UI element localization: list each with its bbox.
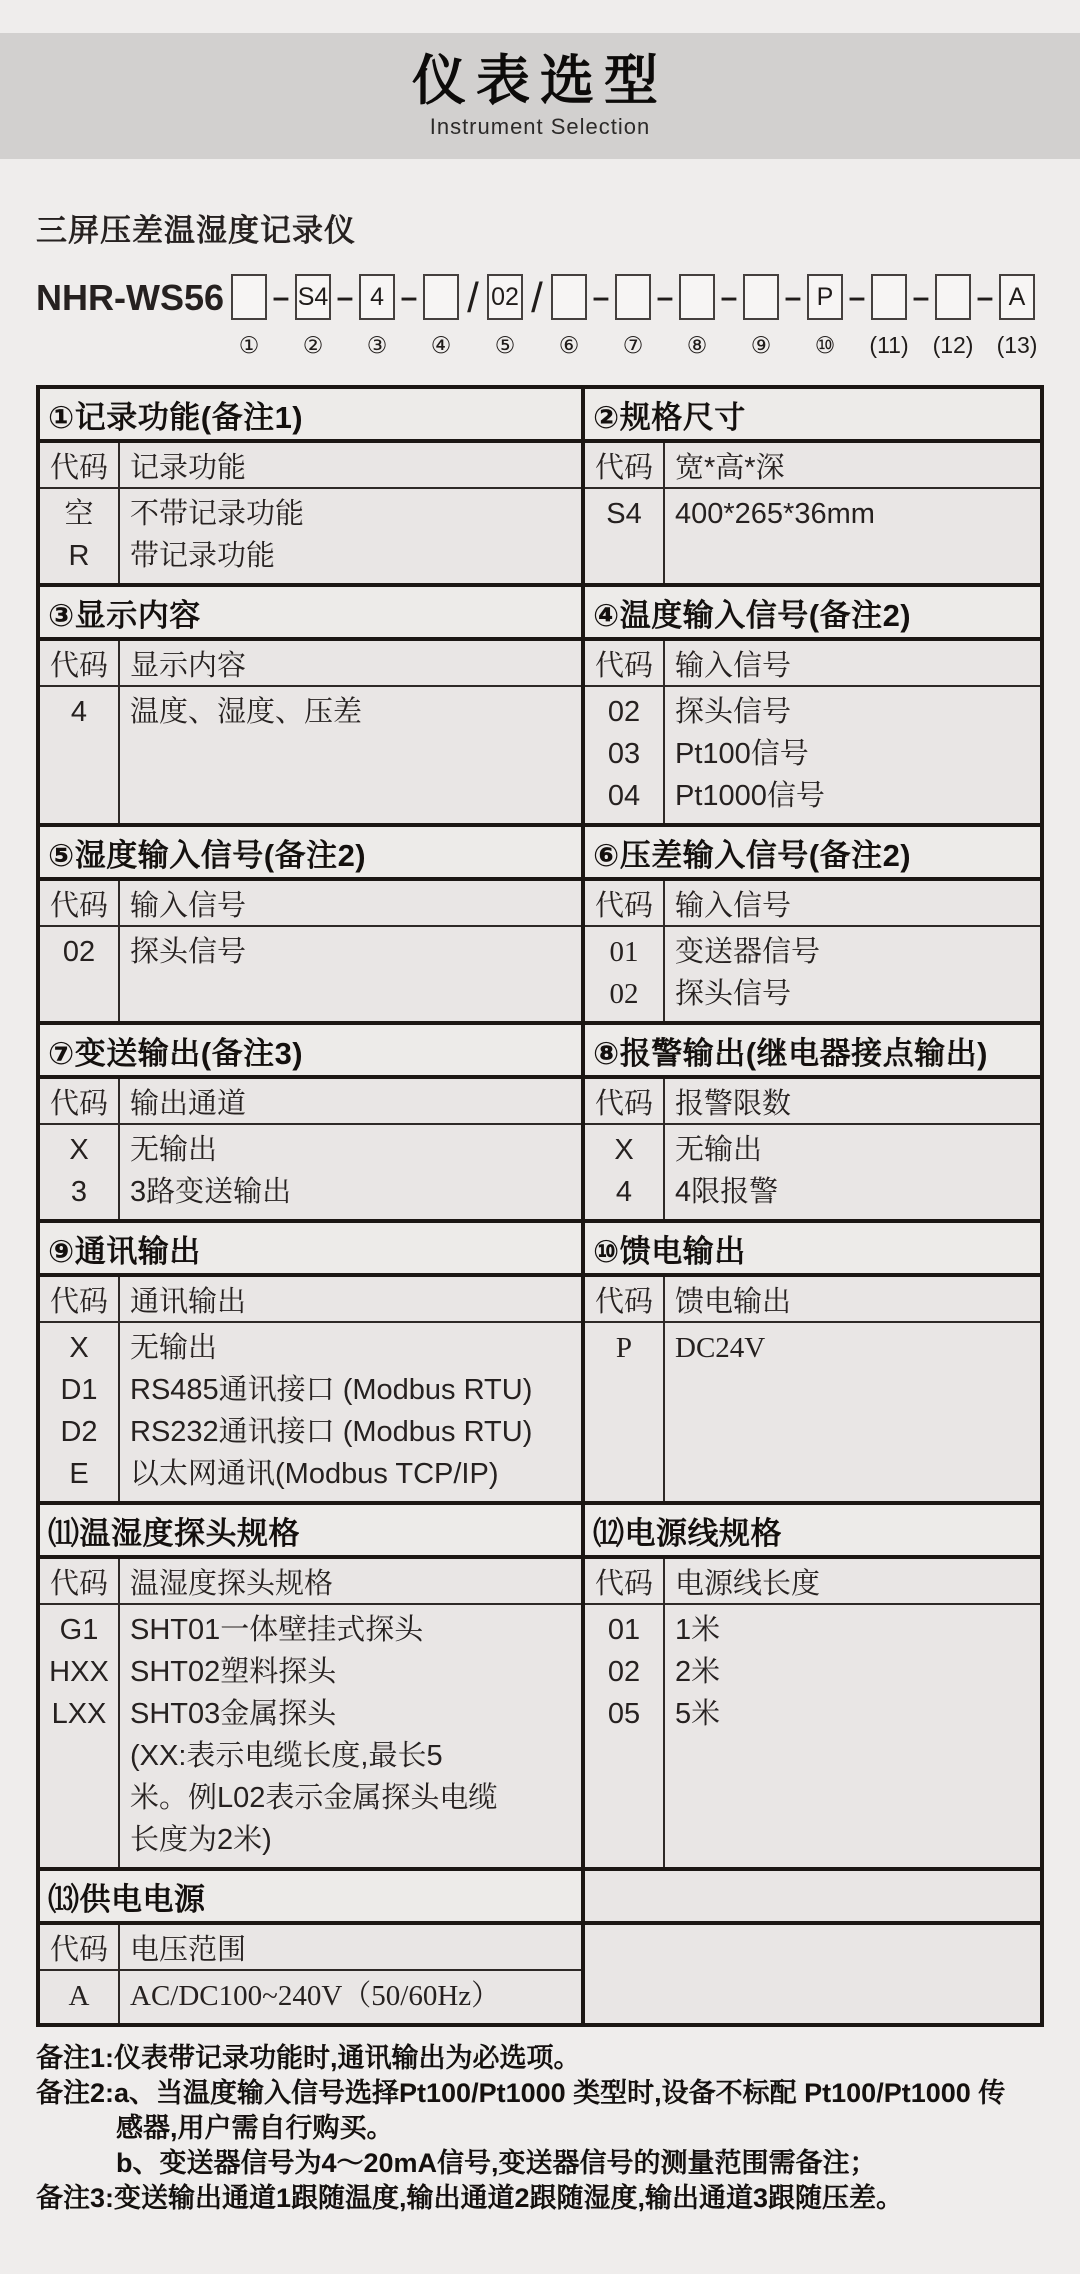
column-header-desc: 输入信号 (675, 649, 792, 682)
model-slot-6 (548, 274, 590, 359)
model-code-box-12 (935, 274, 971, 320)
section-title: ⑤湿度输入信号(备注2) (40, 827, 581, 881)
page-banner (0, 33, 1080, 159)
option-desc: SHT02塑料探头 (130, 1656, 337, 1688)
model-position-number: (12) (932, 332, 974, 358)
option-code: 01 (607, 1614, 641, 1646)
model-separator: – (976, 281, 994, 314)
option-code: 02 (607, 696, 641, 728)
column-header-code: 代码 (40, 881, 120, 925)
section-left-4 (40, 1025, 585, 1219)
model-separator: – (848, 281, 866, 314)
section-body (40, 687, 581, 823)
model-position-number: ⑩ (814, 332, 836, 358)
section-pair-3 (40, 827, 1040, 1025)
model-slot-13 (996, 274, 1038, 359)
footnote-line: 备注2:a、当温度输入信号选择Pt100/Pt1000 类型时,设备不标配 Pt100/Pt1000 传 (36, 2078, 1006, 2108)
code-column (585, 927, 665, 1021)
desc-column (120, 691, 581, 817)
desc-column (665, 493, 1040, 577)
column-header-desc: 输入信号 (675, 889, 792, 922)
option-code: 02 (607, 1656, 641, 1688)
model-code-box-11 (871, 274, 907, 320)
section-pair-6 (40, 1505, 1040, 1871)
option-code: 空 (64, 498, 94, 530)
footnote-line: 备注1:仪表带记录功能时,通讯输出为必选项。 (36, 2043, 581, 2073)
option-code: 03 (607, 738, 641, 770)
model-separator: – (272, 281, 290, 314)
column-header-code: 代码 (585, 1559, 665, 1603)
model-slot-1 (228, 274, 270, 359)
option-code: 4 (70, 696, 88, 728)
section-header-row (585, 1277, 1040, 1323)
option-desc: 长度为2米) (130, 1824, 272, 1856)
option-desc: SHT01一体壁挂式探头 (130, 1614, 424, 1646)
model-code-box-4 (423, 274, 459, 320)
desc-column (665, 691, 1040, 817)
option-desc: RS485通讯接口 (Modbus RTU) (130, 1374, 533, 1406)
option-desc: Pt1000信号 (675, 780, 825, 812)
option-desc: 4限报警 (675, 1176, 779, 1208)
model-position-number: ⑥ (558, 332, 580, 358)
section-pair-2 (40, 587, 1040, 827)
section-right-6 (585, 1505, 1040, 1867)
model-position-number: ③ (366, 332, 388, 358)
section-right-7 (585, 1871, 1040, 2023)
model-prefix: NHR-WS56 (36, 277, 225, 318)
section-body (40, 489, 581, 583)
section-title: ③显示内容 (40, 587, 581, 641)
section-title: ②规格尺寸 (585, 389, 1040, 443)
model-position-number: ⑨ (750, 332, 772, 358)
section-title: ⑥压差输入信号(备注2) (585, 827, 1040, 881)
section-right-3 (585, 827, 1040, 1021)
desc-column (665, 1129, 1040, 1213)
model-separator: – (336, 281, 354, 314)
model-separator: / (531, 274, 543, 321)
model-position-number: (13) (996, 332, 1038, 358)
section-body-empty (585, 1925, 1040, 2023)
option-desc: (XX:表示电缆长度,最长5 (130, 1740, 443, 1772)
option-desc: 无输出 (130, 1134, 218, 1166)
model-code-box-8 (679, 274, 715, 320)
column-header-desc: 输出通道 (130, 1087, 247, 1120)
code-column (40, 687, 120, 823)
section-right-1 (585, 389, 1040, 583)
section-header-row (40, 881, 581, 927)
option-desc: 无输出 (675, 1134, 763, 1166)
option-code: X (69, 1332, 89, 1364)
option-desc: DC24V (675, 1332, 766, 1364)
model-position-number: ⑤ (494, 332, 516, 358)
footnote-line: 感器,用户需自行购买。 (116, 2113, 394, 2143)
option-desc: 400*265*36mm (675, 498, 875, 530)
model-code-box-13: A (999, 274, 1035, 320)
option-desc: 温度、湿度、压差 (130, 696, 363, 728)
model-slot-11 (868, 274, 910, 359)
section-title: ⑧报警输出(继电器接点输出) (585, 1025, 1040, 1079)
banner-subtitle: Instrument Selection (429, 113, 651, 139)
option-code: HXX (49, 1656, 109, 1688)
section-header-row (40, 443, 581, 489)
option-desc: 5米 (675, 1698, 721, 1730)
option-code: X (69, 1134, 89, 1166)
model-separator: – (656, 281, 674, 314)
column-header-desc: 温湿度探头规格 (130, 1567, 334, 1600)
desc-column (665, 931, 1040, 1015)
section-body (585, 1323, 1040, 1501)
option-desc: 以太网通讯(Modbus TCP/IP) (130, 1458, 499, 1490)
desc-column (665, 1609, 1040, 1861)
section-title: ⑦变送输出(备注3) (40, 1025, 581, 1079)
column-header-desc: 显示内容 (130, 649, 247, 682)
option-desc: 不带记录功能 (130, 498, 305, 530)
section-body (585, 1125, 1040, 1219)
section-pair-1 (40, 389, 1040, 587)
desc-column (120, 931, 581, 1015)
code-column (40, 1605, 120, 1867)
code-column (585, 687, 665, 823)
column-header-code: 代码 (40, 1277, 120, 1321)
option-desc: Pt100信号 (675, 738, 809, 770)
column-header-code: 代码 (585, 443, 665, 487)
section-left-3 (40, 827, 585, 1021)
model-separator: – (720, 281, 738, 314)
model-slot-2 (292, 274, 334, 359)
footnote-line: 备注3:变送输出通道1跟随温度,输出通道2跟随湿度,输出通道3跟随压差。 (36, 2183, 904, 2213)
section-header-row (585, 1079, 1040, 1125)
model-separator: – (912, 281, 930, 314)
section-header-row (40, 1925, 581, 1971)
option-code (40, 1819, 118, 1861)
desc-column (120, 1327, 581, 1495)
option-desc: 探头信号 (675, 978, 792, 1010)
section-body (40, 927, 581, 1021)
code-column (585, 1605, 665, 1867)
section-right-5 (585, 1223, 1040, 1501)
option-code: G1 (59, 1614, 99, 1646)
column-header-code: 代码 (40, 1079, 120, 1123)
section-body (40, 1323, 581, 1501)
option-code: 02 (62, 936, 96, 968)
model-code-box-3: 4 (359, 274, 395, 320)
option-code: S4 (606, 498, 642, 530)
option-code: 04 (607, 780, 641, 812)
column-header-desc: 馈电输出 (675, 1285, 792, 1318)
section-left-7 (40, 1871, 585, 2023)
column-header-code: 代码 (585, 641, 665, 685)
code-column (40, 1971, 120, 2023)
section-body (585, 927, 1040, 1021)
column-header-desc: 电压范围 (130, 1933, 247, 1966)
option-code: A (68, 1980, 90, 2012)
model-position-number: ④ (430, 332, 452, 358)
model-position-number: ① (238, 332, 260, 358)
option-code: 3 (70, 1176, 88, 1208)
section-left-2 (40, 587, 585, 823)
model-separator: – (784, 281, 802, 314)
section-body (585, 1605, 1040, 1867)
option-code: X (614, 1134, 634, 1166)
column-header-code: 代码 (585, 1079, 665, 1123)
model-slots (228, 274, 1038, 359)
option-code (40, 1735, 118, 1777)
model-code-line (36, 274, 1044, 359)
section-header-row (40, 1277, 581, 1323)
section-title: ⑨通讯输出 (40, 1223, 581, 1277)
desc-column (120, 1609, 581, 1861)
option-code: 02 (609, 978, 639, 1010)
column-header-code: 代码 (40, 1925, 120, 1969)
section-title: ④温度输入信号(备注2) (585, 587, 1040, 641)
option-code: LXX (51, 1698, 107, 1730)
footnote-line: b、变送器信号为4～20mA信号,变送器信号的测量范围需备注； (116, 2148, 877, 2178)
section-title: ⑩馈电输出 (585, 1223, 1040, 1277)
section-header-row (585, 443, 1040, 489)
option-code: 01 (609, 936, 639, 968)
section-header-row (40, 641, 581, 687)
column-header-code: 代码 (40, 443, 120, 487)
option-code: 05 (607, 1698, 641, 1730)
option-desc: RS232通讯接口 (Modbus RTU) (130, 1416, 533, 1448)
option-desc: AC/DC100~240V（50/60Hz） (130, 1980, 501, 2012)
selection-table (36, 385, 1044, 2027)
option-desc: 无输出 (130, 1332, 218, 1364)
model-position-number: ② (302, 332, 324, 358)
section-header-row (585, 641, 1040, 687)
section-body (40, 1971, 581, 2023)
section-right-2 (585, 587, 1040, 823)
model-separator: – (400, 281, 418, 314)
section-header-row (40, 1559, 581, 1605)
code-column (40, 489, 120, 583)
column-header-code: 代码 (585, 881, 665, 925)
section-right-4 (585, 1025, 1040, 1219)
section-body (585, 489, 1040, 583)
option-code: D2 (60, 1416, 98, 1448)
page-content (0, 205, 1080, 2216)
section-header-row (585, 881, 1040, 927)
option-desc: 变送器信号 (675, 936, 821, 968)
section-pair-4 (40, 1025, 1040, 1223)
model-code-box-9 (743, 274, 779, 320)
section-title-empty (585, 1871, 1040, 1925)
model-position-number: (11) (869, 332, 909, 358)
model-slot-8 (676, 274, 718, 359)
code-column (40, 1323, 120, 1501)
column-header-desc: 电源线长度 (675, 1567, 821, 1600)
option-desc: SHT03金属探头 (130, 1698, 337, 1730)
code-column (40, 927, 120, 1021)
code-column (585, 1323, 665, 1501)
footnotes (36, 2041, 1044, 2216)
model-slot-12 (932, 274, 974, 359)
section-left-6 (40, 1505, 585, 1867)
section-body (40, 1125, 581, 1219)
column-header-desc: 记录功能 (130, 451, 247, 484)
model-slot-3 (356, 274, 398, 359)
model-slot-5 (484, 274, 526, 359)
option-desc: 2米 (675, 1656, 721, 1688)
model-position-number: ⑧ (686, 332, 708, 358)
desc-column (120, 493, 581, 577)
option-desc: 带记录功能 (130, 540, 276, 572)
option-code: E (69, 1458, 89, 1490)
model-code-box-6 (551, 274, 587, 320)
model-slot-7 (612, 274, 654, 359)
section-body (585, 687, 1040, 823)
desc-column (120, 1129, 581, 1213)
model-position-number: ⑦ (622, 332, 644, 358)
option-desc: 探头信号 (675, 696, 792, 728)
column-header-desc: 输入信号 (130, 889, 247, 922)
banner-title: 仪表选型 (412, 51, 668, 112)
column-header-code: 代码 (585, 1277, 665, 1321)
option-code: R (68, 540, 90, 572)
model-code-box-7 (615, 274, 651, 320)
section-left-1 (40, 389, 585, 583)
option-code: 4 (615, 1176, 633, 1208)
code-column (40, 1125, 120, 1219)
model-separator: – (592, 281, 610, 314)
model-separator: / (467, 274, 479, 321)
column-header-desc: 报警限数 (675, 1087, 792, 1120)
model-code-box-2: S4 (295, 274, 331, 320)
section-title: ⒀供电电源 (40, 1871, 581, 1925)
column-header-desc: 通讯输出 (130, 1285, 247, 1318)
option-desc: 1米 (675, 1614, 721, 1646)
option-code (40, 1777, 118, 1819)
section-left-5 (40, 1223, 585, 1501)
option-code: D1 (60, 1374, 98, 1406)
option-desc: 3路变送输出 (130, 1176, 292, 1208)
option-desc: 米。例L02表示金属探头电缆 (130, 1782, 498, 1814)
section-title: ①记录功能(备注1) (40, 389, 581, 443)
model-slot-10 (804, 274, 846, 359)
model-code-box-10: P (807, 274, 843, 320)
section-header-row (40, 1079, 581, 1125)
section-title: ⑾温湿度探头规格 (40, 1505, 581, 1559)
option-desc: 探头信号 (130, 936, 247, 968)
model-code-box-1 (231, 274, 267, 320)
code-column (585, 489, 665, 583)
section-header-row (585, 1559, 1040, 1605)
section-title: ⑿电源线规格 (585, 1505, 1040, 1559)
section-pair-7 (40, 1871, 1040, 2023)
model-code-box-5: 02 (487, 274, 523, 320)
column-header-code: 代码 (40, 1559, 120, 1603)
column-header-code: 代码 (40, 641, 120, 685)
desc-column (120, 1975, 581, 2017)
column-header-desc: 宽*高*深 (675, 451, 785, 484)
product-name: 三屏压差温湿度记录仪 (36, 213, 356, 248)
model-slot-4 (420, 274, 462, 359)
desc-column (665, 1327, 1040, 1495)
code-column (585, 1125, 665, 1219)
section-body (40, 1605, 581, 1867)
model-slot-9 (740, 274, 782, 359)
option-code: P (615, 1332, 633, 1364)
section-pair-5 (40, 1223, 1040, 1505)
